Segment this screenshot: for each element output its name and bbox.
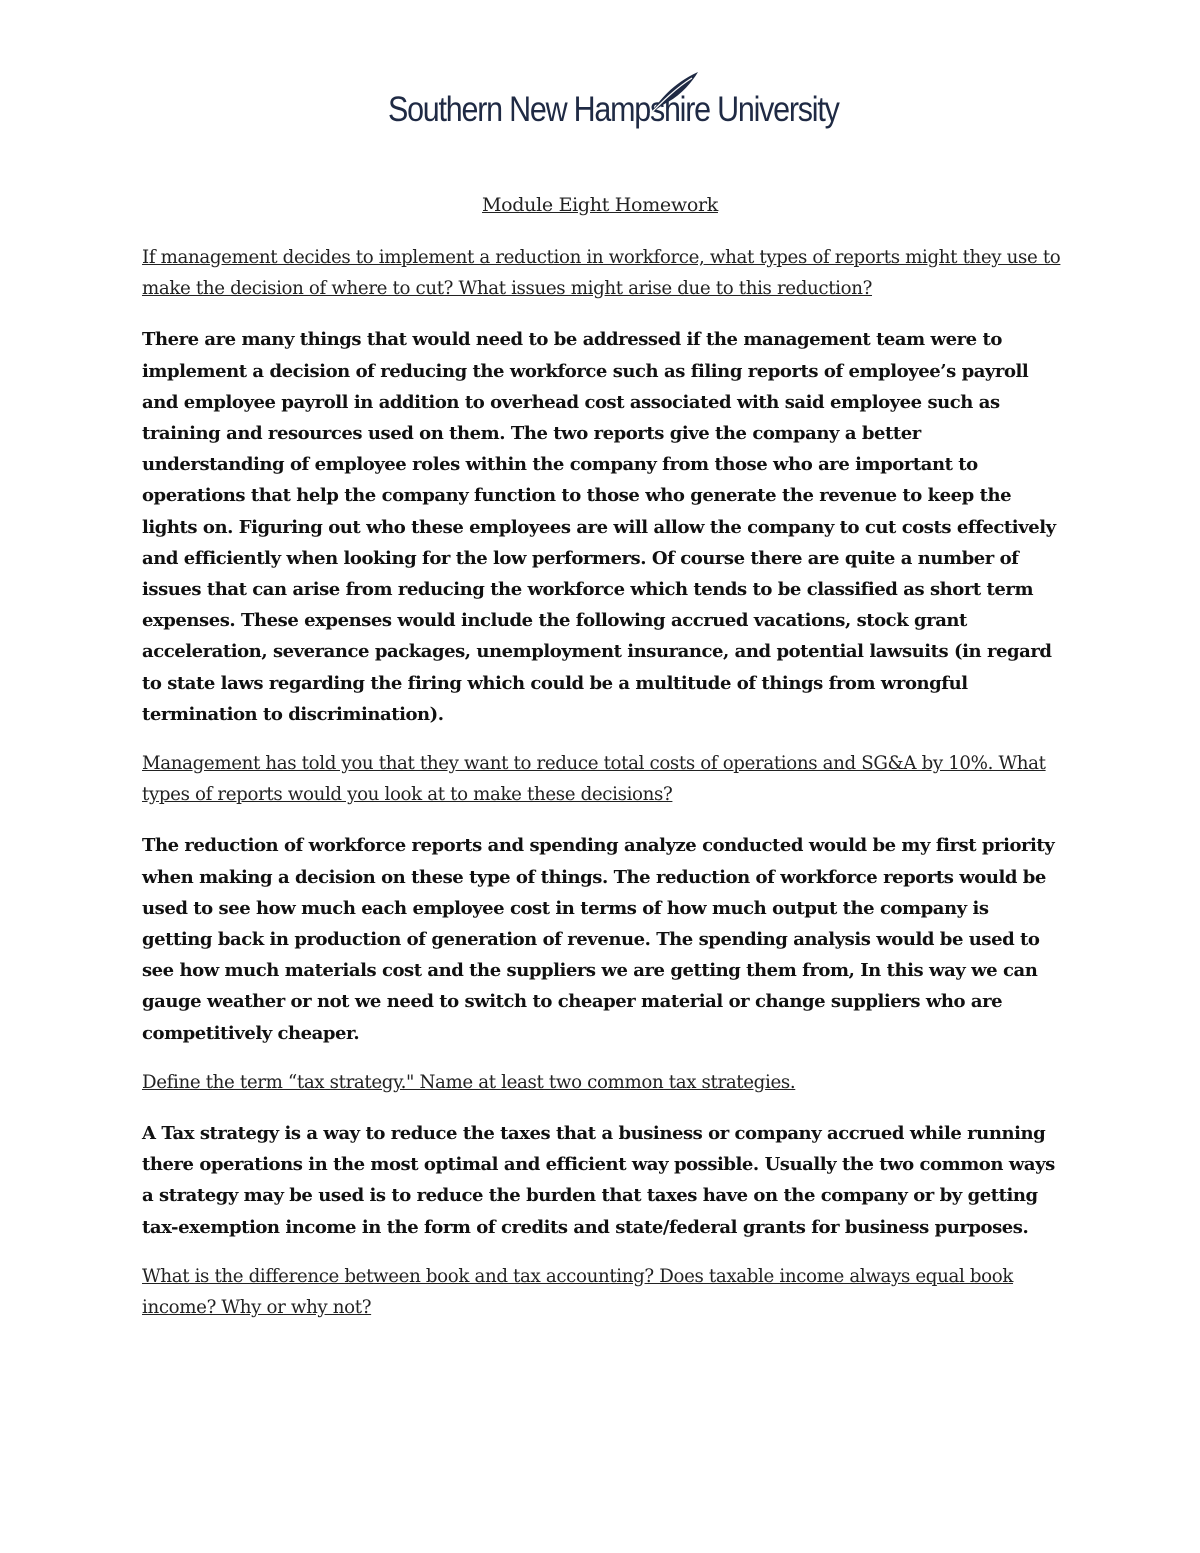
feather-icon — [642, 70, 702, 120]
question-2: Management has told you that they want to reduce total costs of operations and SG&A by 10%. What types of reports would you look at to make these decisions? — [142, 753, 1046, 806]
university-logo — [388, 70, 839, 140]
document-body — [142, 242, 1062, 1343]
answer-3: A Tax strategy is a way to reduce the taxes that a business or company accrued while running there operations in the most optimal and efficient way possible. Usually the two common ways a strategy may be used is to reduce the burden that taxes have on the company or by getting tax-exemption income in the form of credits and state/federal grants for business purposes. — [142, 1123, 1055, 1238]
answer-2: The reduction of workforce reports and spending analyze conducted would be my first priority when making a decision on these type of things. The reduction of workforce reports would be used to see how much each employee cost in terms of how much output the company is getting back in production of generation of revenue. The spending analysis would be used to see how much materials cost and the suppliers we are getting them from, In this way we can gauge weather or not we need to switch to cheaper material or change suppliers who are competitively cheaper. — [142, 835, 1055, 1044]
question-3: Define the term “tax strategy." Name at least two common tax strategies. — [142, 1071, 796, 1093]
answer-1: There are many things that would need to be addressed if the management team were to implement a decision of reducing the workforce such as filing reports of employee’s payroll and employee payroll in addition to overhead cost associated with said employee such as training and resources used on them. The two reports give the company a better understanding of employee roles within the company from those who are important to operations that help the company function to those who generate the revenue to keep the lights on. Figuring out who these employees are will allow the company to cut costs effectively and efficiently when looking for the low performers. Of course there are quite a number of issues that can arise from reducing the workforce which tends to be classified as short term expenses. These expenses would include the following accrued vacations, stock grant acceleration, severance packages, unemployment insurance, and potential lawsuits (in regard to state laws regarding the firing which could be a multitude of things from wrongful termination to discrimination). — [142, 329, 1056, 725]
question-4: What is the difference between book and tax accounting? Does taxable income always equal book income? Why or why not? — [142, 1265, 1014, 1319]
logo-text: Southern New Hampshire University — [388, 90, 839, 129]
page-title: Module Eight Homework — [482, 194, 718, 216]
question-1: If management decides to implement a reduction in workforce, what types of reports might they use to make the decision of where to cut? What issues might arise due to this reduction? — [142, 247, 1061, 300]
